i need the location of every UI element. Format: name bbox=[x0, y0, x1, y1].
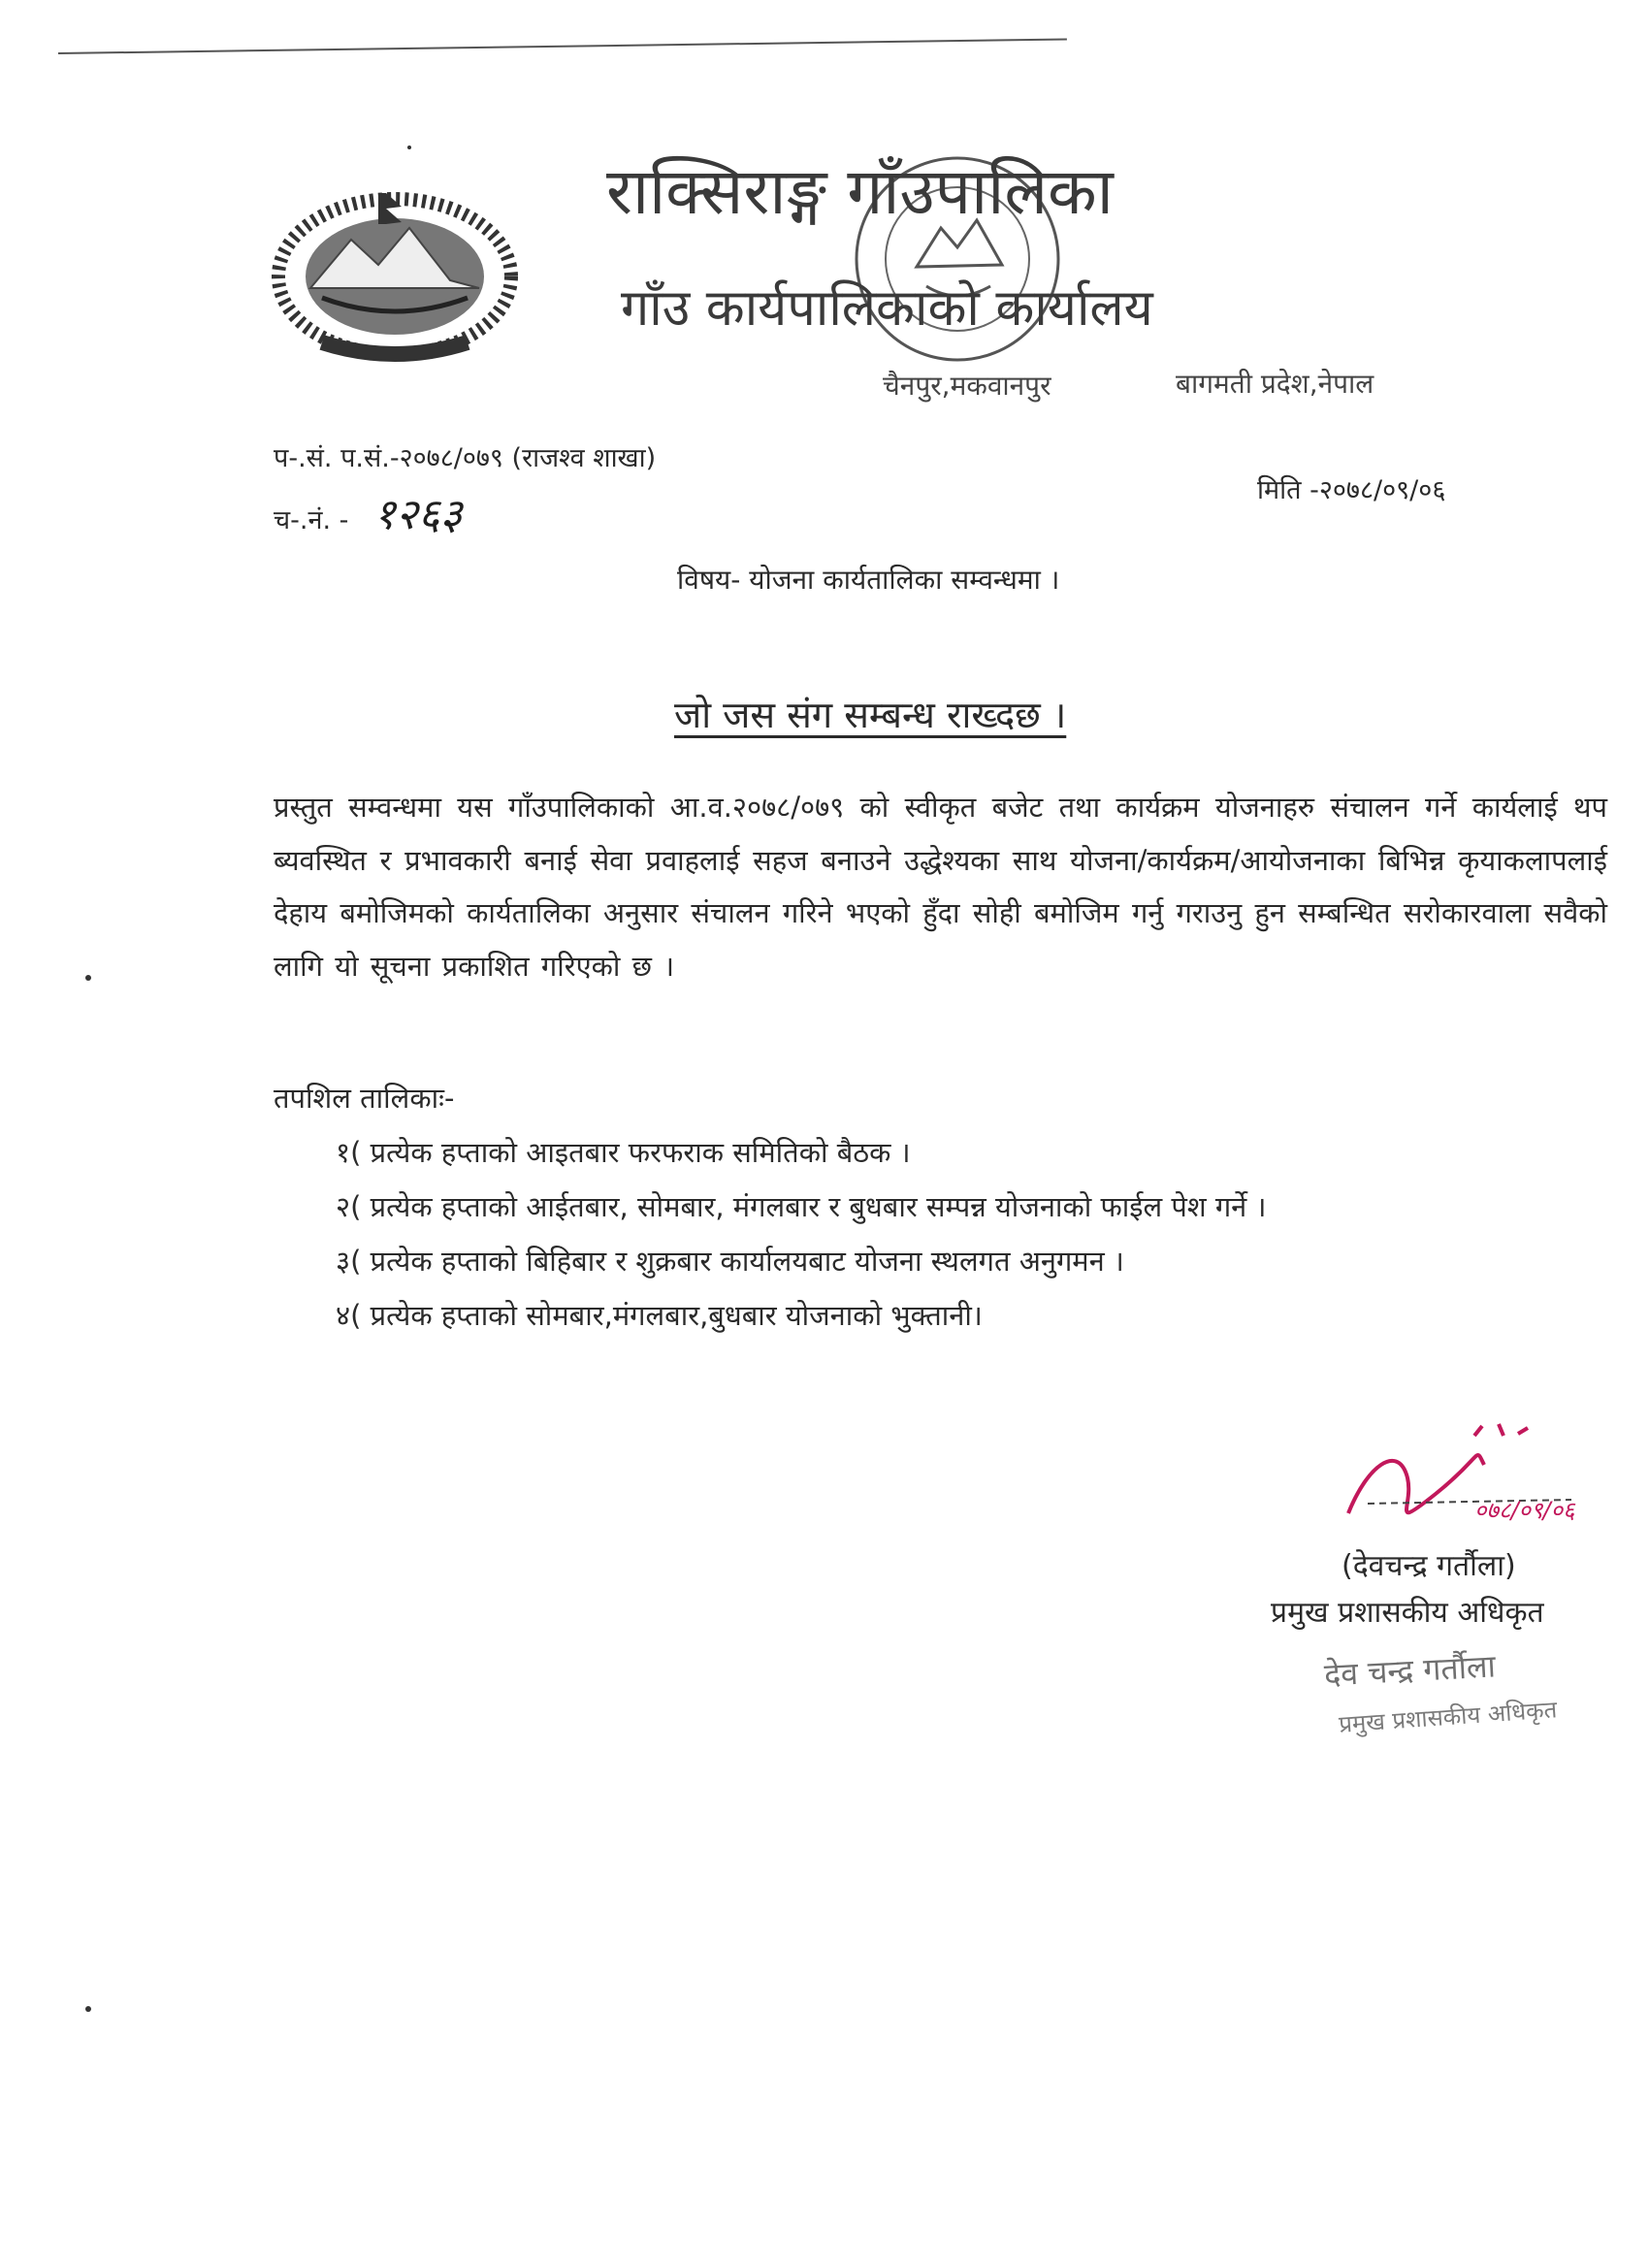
schedule-title: तपशिल तालिकाः- bbox=[274, 1082, 455, 1115]
scan-speck bbox=[407, 146, 411, 149]
nepal-emblem-icon bbox=[254, 179, 535, 369]
signatory-name: (देवचन्द्र गर्तौला) bbox=[1342, 1549, 1516, 1583]
notice-heading: जो जस संग सम्बन्ध राख्दछ । bbox=[674, 694, 1067, 736]
subject-line: विषय- योजना कार्यतालिका सम्वन्धमा । bbox=[677, 564, 1060, 596]
address-district: चैनपुर,मकवानपुर bbox=[883, 370, 1051, 402]
body-paragraph: प्रस्तुत सम्वन्धमा यस गाँउपालिकाको आ.व.२०७८/०७९ को स्वीकृत बजेट तथा कार्यक्रम योजनाहरु संचालन गर्ने कार्यलाई थप ब्यवस्थित र प्रभावकारी बनाई सेवा प्रवाहलाई सहज बनाउने उद्धेश्यका साथ योजना/कार्यक्रम/आयोजनाका बिभिन्न कृयाकलापलाई देहाय बमोजिमको कार्यतालिका अनुसार संचालन गरिने भएको हुँदा सोही बमोजिम गर्नु गराउनु हुन सम्बन्धित सरोकारवाला सवैको लागि यो सूचना प्रकाशित गरिएको छ । bbox=[274, 791, 1607, 983]
scan-speck bbox=[85, 2006, 91, 2012]
reference-number: प-.सं. प.सं.-२०७८/०७९ (राजश्व शाखा) bbox=[274, 443, 657, 473]
office-title: राक्सिराङ्ग गाँउपालिका bbox=[606, 154, 1114, 229]
signatory-role: प्रमुख प्रशासकीय अधिकृत bbox=[1271, 1596, 1544, 1630]
office-subtitle: गाँउ कार्यपालिकाको कार्यालय bbox=[621, 279, 1153, 338]
schedule-item: ४( प्रत्येक हप्ताको सोमबार,मंगलबार,बुधबार योजनाको भुक्तानी। bbox=[336, 1299, 983, 1332]
role-stamp: प्रमुख प्रशासकीय अधिकृत bbox=[1338, 1696, 1559, 1738]
name-stamp: देव चन्द्र गर्तौला bbox=[1323, 1647, 1497, 1694]
dispatch-number-handwritten: १२६३ bbox=[373, 490, 463, 539]
signature-date: ०७८/०९/०६ bbox=[1474, 1497, 1575, 1524]
handwritten-signature bbox=[1329, 1407, 1620, 1542]
letter-date: मिति -२०७८/०९/०६ bbox=[1257, 475, 1446, 505]
scan-speck bbox=[85, 975, 91, 981]
top-rule bbox=[58, 38, 1067, 54]
dispatch-number-label: च-.नं. - bbox=[274, 505, 349, 535]
schedule-item: ३( प्रत्येक हप्ताको बिहिबार र शुक्रबार कार्यालयबाट योजना स्थलगत अनुगमन । bbox=[336, 1245, 1124, 1278]
schedule-item: १( प्रत्येक हप्ताको आइतबार फरफराक समितिको बैठक । bbox=[336, 1136, 911, 1169]
address-province: बागमती प्रदेश,नेपाल bbox=[1176, 368, 1374, 400]
schedule-item: २( प्रत्येक हप्ताको आईतबार, सोमबार, मंगलबार र बुधबार सम्पन्न योजनाको फाईल पेश गर्ने । bbox=[336, 1190, 1267, 1223]
